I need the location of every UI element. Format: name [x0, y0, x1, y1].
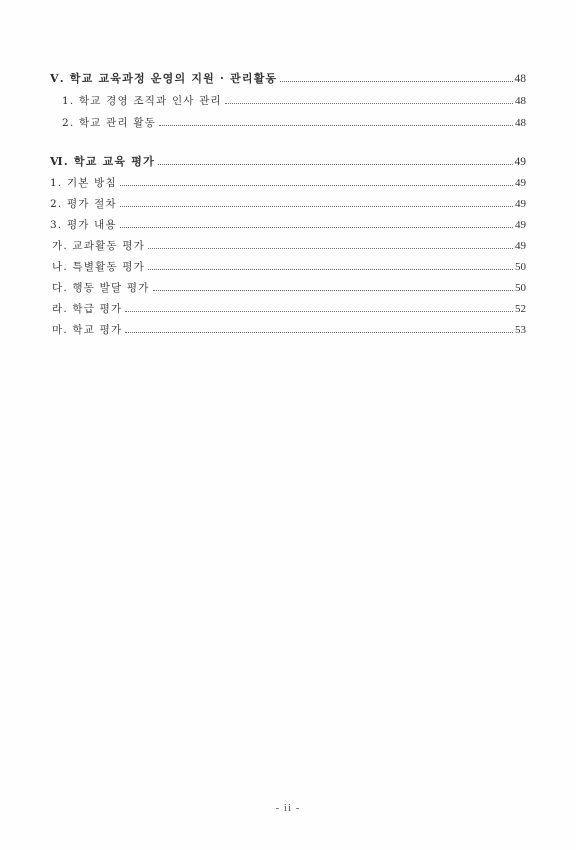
toc-leader-dots — [159, 125, 513, 126]
toc-leader-dots — [125, 311, 513, 312]
toc-chapter-6-page: 49 — [514, 156, 526, 168]
toc-leader-dots — [225, 103, 513, 104]
toc-leader-dots — [280, 81, 512, 82]
toc-item-6-1[interactable] — [0, 174, 576, 190]
toc-item-title: 3. 평가 내용 — [50, 219, 117, 231]
toc-item-title: 1. 기본 방침 — [50, 177, 117, 189]
toc-item-title: 2. 학교 관리 활동 — [62, 117, 157, 129]
toc-item-5-1[interactable] — [0, 92, 576, 108]
toc-item-title: 2. 평가 절차 — [50, 198, 117, 210]
toc-item-page: 50 — [515, 282, 526, 294]
toc-item-page: 48 — [515, 117, 526, 129]
toc-leader-dots — [153, 290, 513, 291]
toc-item-6-3-a[interactable] — [0, 237, 576, 253]
toc-item-6-3-e[interactable] — [0, 321, 576, 337]
toc-item-title: 1. 학교 경영 조직과 인사 관리 — [62, 95, 222, 107]
page-number: - ii - — [275, 802, 301, 814]
toc-item-title: 가. 교과활동 평가 — [52, 240, 146, 252]
toc-chapter-6[interactable] — [0, 153, 576, 169]
toc-leader-dots — [158, 164, 513, 165]
toc-item-title: 다. 행동 발달 평가 — [52, 282, 150, 294]
toc-item-6-2[interactable] — [0, 195, 576, 211]
toc-item-6-3-b[interactable] — [0, 258, 576, 274]
toc-item-page: 49 — [515, 177, 526, 189]
toc-item-5-2[interactable] — [0, 114, 576, 130]
toc-leader-dots — [125, 332, 513, 333]
toc-item-title: 라. 학급 평가 — [52, 303, 123, 315]
toc-item-page: 48 — [515, 95, 526, 107]
toc-item-page: 53 — [515, 324, 526, 336]
toc-chapter-6-title: Ⅵ. 학교 교육 평가 — [50, 155, 155, 168]
toc-chapter-5[interactable] — [0, 70, 576, 86]
toc-leader-dots — [120, 227, 513, 228]
toc-leader-dots — [148, 248, 513, 249]
toc-item-page: 49 — [515, 198, 526, 210]
toc-item-page: 49 — [515, 219, 526, 231]
toc-item-title: 마. 학교 평가 — [52, 324, 123, 336]
toc-leader-dots — [120, 206, 513, 207]
toc-item-page: 49 — [515, 240, 526, 252]
toc-item-6-3[interactable] — [0, 216, 576, 232]
toc-item-6-3-d[interactable] — [0, 300, 576, 316]
toc-item-page: 52 — [515, 303, 526, 315]
toc-chapter-5-page: 48 — [514, 73, 526, 85]
toc-chapter-5-title: Ⅴ. 학교 교육과정 운영의 지원 · 관리활동 — [50, 72, 278, 85]
toc-item-page: 50 — [515, 261, 526, 273]
toc-leader-dots — [148, 269, 513, 270]
toc-item-title: 나. 특별활동 평가 — [52, 261, 146, 273]
toc-item-6-3-c[interactable] — [0, 279, 576, 295]
toc-leader-dots — [120, 185, 513, 186]
